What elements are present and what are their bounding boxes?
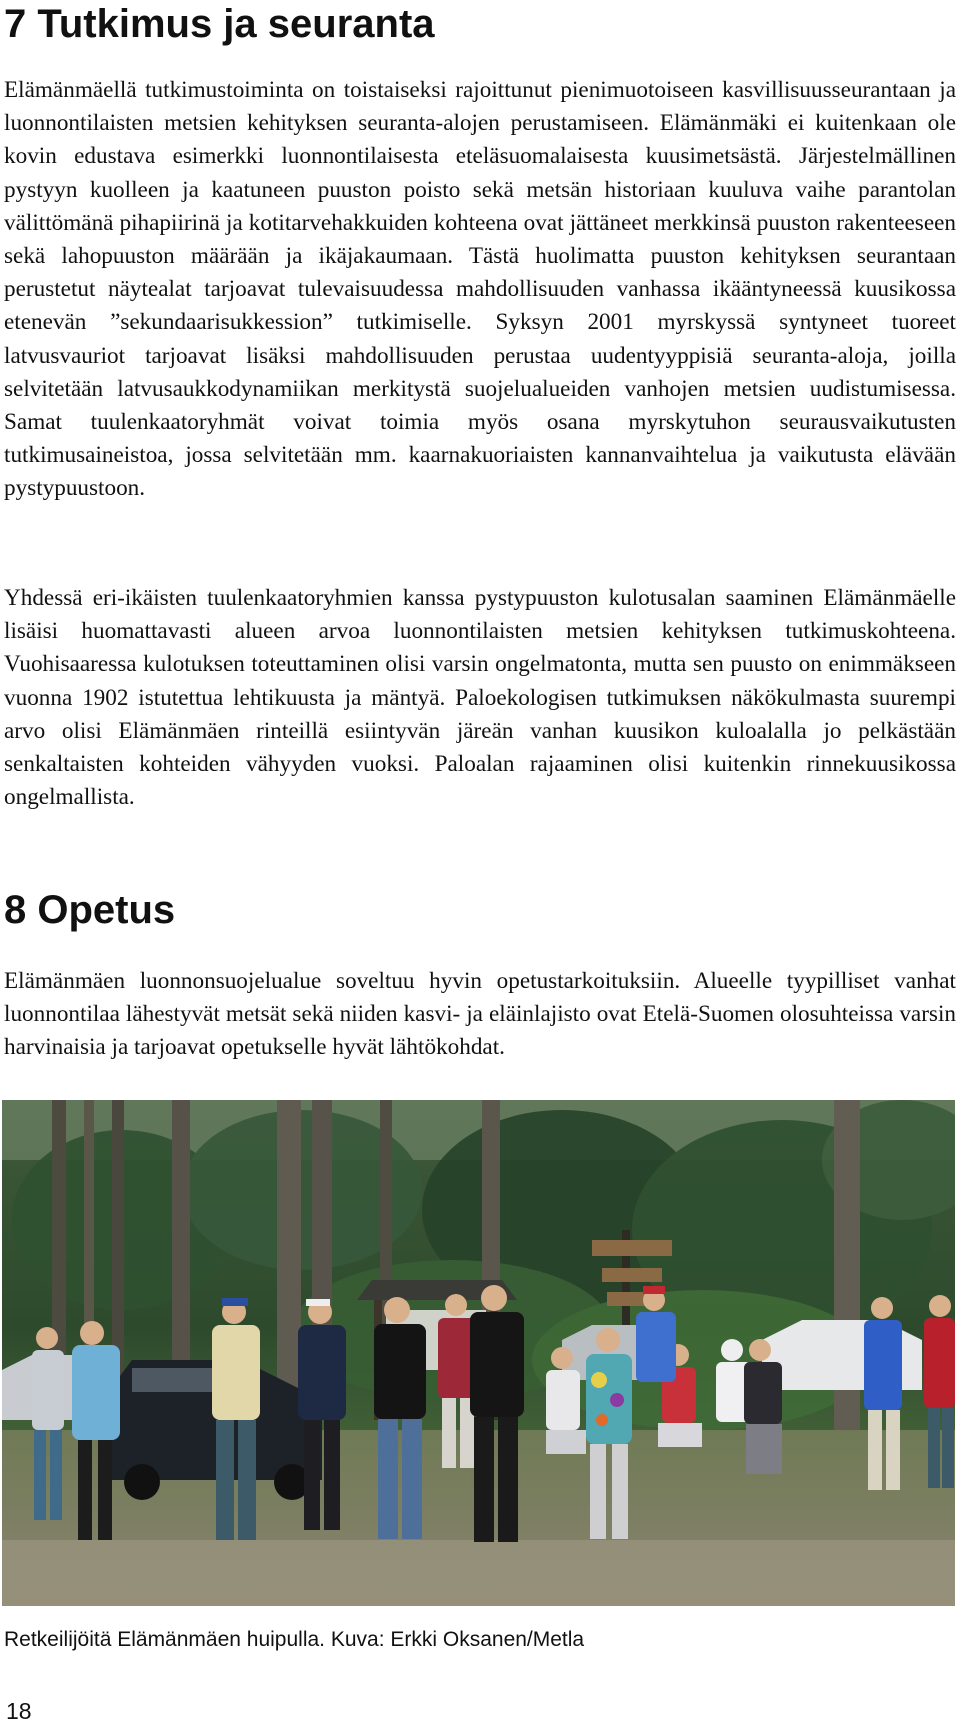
forest-group-photo — [2, 1100, 955, 1606]
paragraph-teaching-1: Elämänmäen luonnonsuojelualue soveltuu hyvin opetustarkoituksiin. Alueelle tyypilliset vanhat luonnontilaa lähestyvät metsät sekä niiden kasvi- ja eläinlajisto ovat Etelä-Suomen olosuhteissa varsin harvinaisia ja tarjoavat opetukselle hyvät lähtökohdat. — [4, 968, 956, 1061]
paragraph-research-1: Elämänmäellä tutkimustoiminta on toistaiseksi rajoittunut pienimuotoiseen kasvillisuusseurantaan ja luonnontilaisten metsien kehityksen seuranta-alojen perustamiseen. Elämänmäki ei kuitenkaan ole kovin edustava esimerkki luonnontilaisesta eteläsuomalaisesta kuusimetsästä. Järjestelmällinen pystyyn kuolleen ja kaatuneen puuston poisto sekä metsän historiaan kuuluva vaihe parantolan välittömänä pihapiirinä ja kotitarvehakkuiden kohteena ovat jättäneet merkkinsä puuston rakenteeseen sekä lahopuuston määrään ja ikäjakaumaan. Tästä huolimatta puuston kehityksen seurantaan perustetut näytealat tarjoavat tulevaisuudessa mahdollisuuden vanhassa ikääntyneessä kuusikossa etenevän ”sekundaarisukkession” tutkimiselle. Syksyn 2001 myrskyssä syntyneet tuoreet latvusvauriot tarjoavat lisäksi mahdollisuuden perustaa uudentyyppisiä seuranta-aloja, joilla selvitetään latvusaukkodynamiikan merkitystä suojelualueiden vanhojen metsien uudistumisessa. Samat tuulenkaatoryhmät voivat toimia myös osana myrskytuhon seurausvaikutusten tutkimusaineistoa, jossa selvitetään mm. kaarnakuoriaisten kannanvaihtelua ja vaikutusta elävään pystypuustoon. — [4, 77, 956, 502]
page-number: 18 — [6, 1698, 32, 1724]
section-heading-teaching: 8 Opetus — [4, 888, 176, 932]
gravel-path — [2, 1540, 955, 1606]
paragraph-research-2: Yhdessä eri-ikäisten tuulenkaatoryhmien kanssa pystypuuston kulotusalan saaminen Elämänmäelle lisäisi huomattavasti alueen arvoa luonnontilaisten metsien kehityksen tutkimuskohteena. Vuohisaaressa kulotuksen toteuttaminen olisi varsin ongelmatonta, mutta sen puusto on enimmäkseen vuonna 1902 istutettua lehtikuusta ja mäntyä. Paloekologisen tutkimuksen näkökulmasta suurempi arvo olisi Elämänmäen rinteillä esiintyvän järeän vanhan kuusikon kuloalalla jo pelkästään senkaltaisten kohteiden vähyyden vuoksi. Paloalan rajaaminen olisi kuitenkin rinnekuusikossa ongelmallista. — [4, 585, 956, 811]
photo-caption: Retkeilijöitä Elämänmäen huipulla. Kuva: Erkki Oksanen/Metla — [4, 1628, 585, 1651]
photo-illustration — [2, 1100, 955, 1606]
section-heading-research: 7 Tutkimus ja seuranta — [4, 2, 435, 46]
